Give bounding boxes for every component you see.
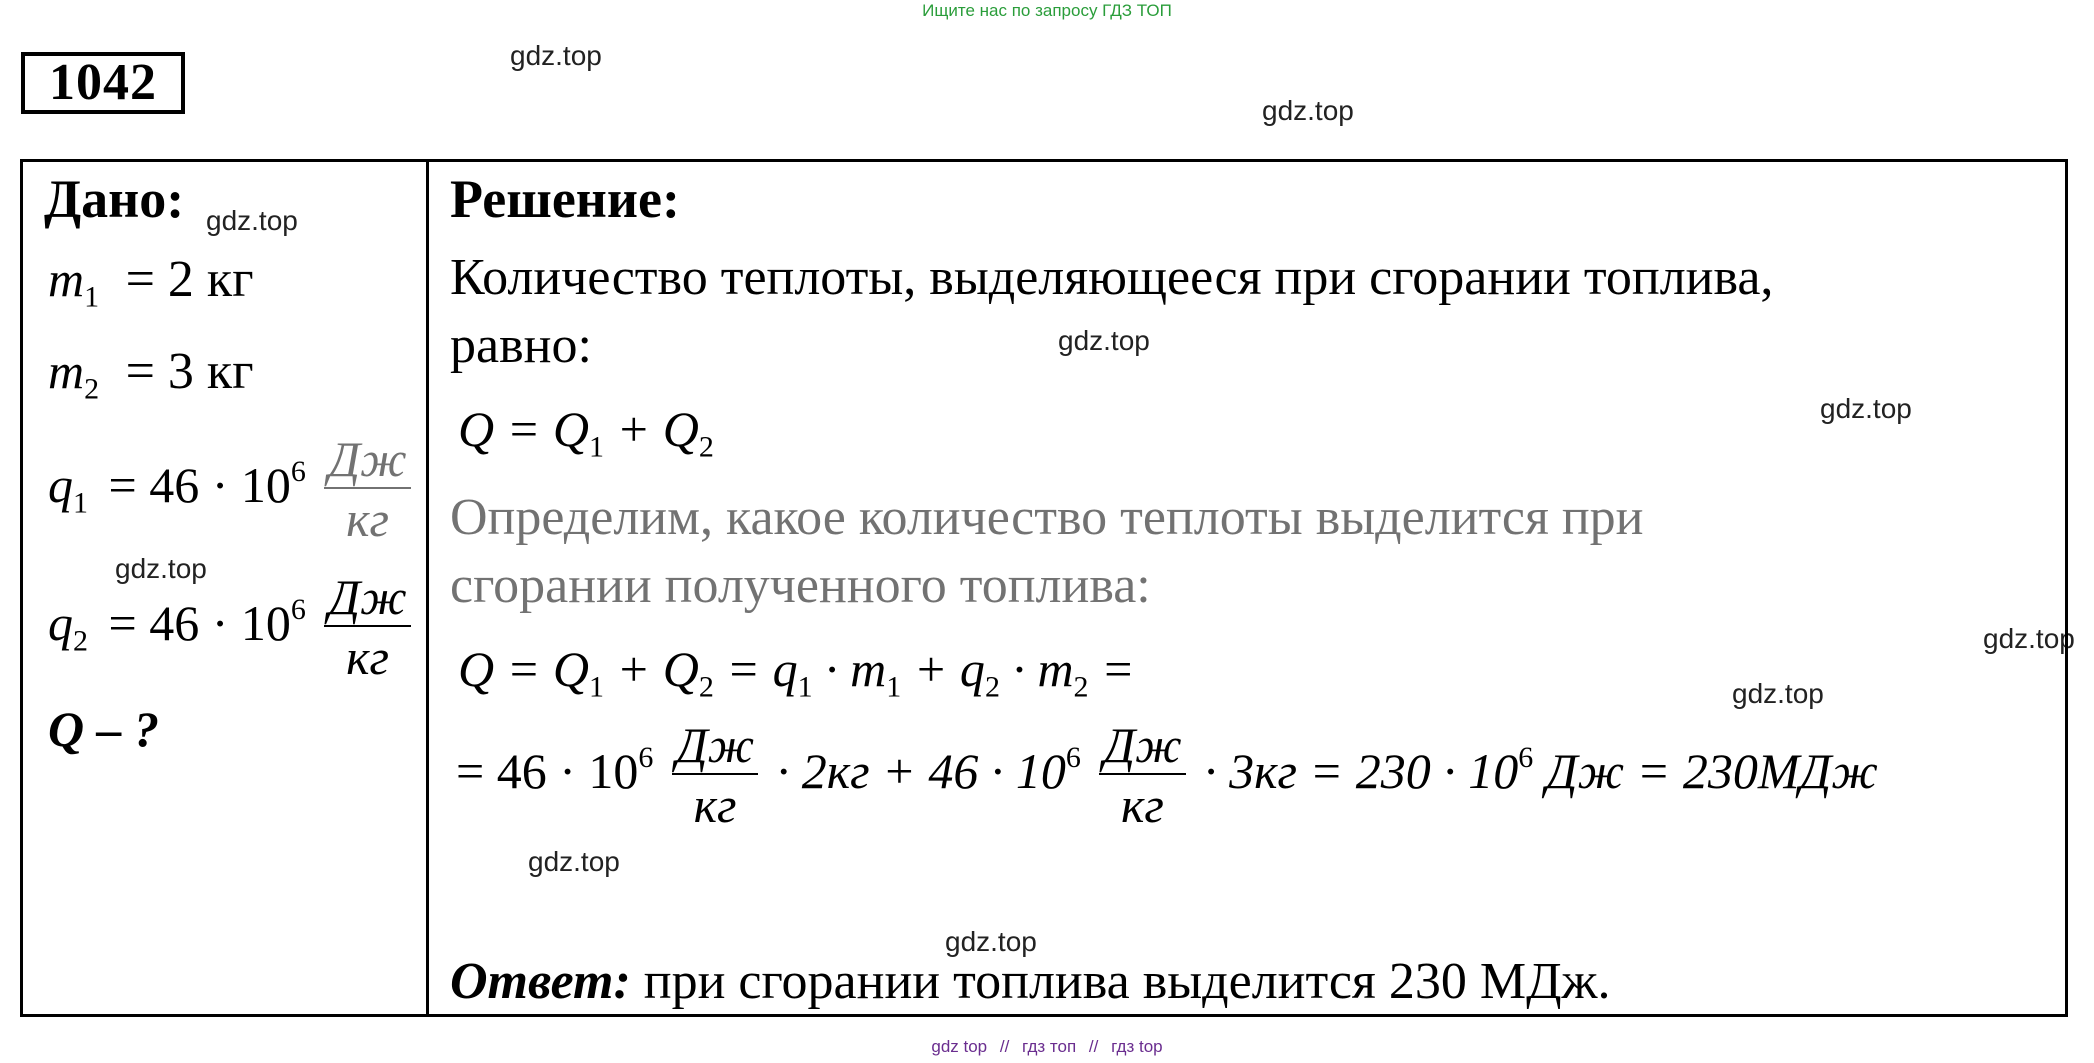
problem-number: 1042 bbox=[21, 52, 185, 114]
given-m2: $m_2 = 3$ кг bbox=[48, 343, 254, 406]
given-heading: Дано: bbox=[44, 169, 185, 229]
answer-label: Ответ: bbox=[450, 953, 631, 1010]
watermark: gdz.top bbox=[1983, 623, 2075, 654]
unit-fraction: $\frac{Дж}{кг}$ bbox=[324, 432, 410, 549]
formula-expanded: $Q = Q_1 + Q_2 = q_1 \cdot m_1 + q_2 \cdot m_2$ = bbox=[458, 641, 1135, 704]
footer-separator: // bbox=[999, 1037, 1010, 1056]
watermark: gdz.top bbox=[1262, 95, 1354, 126]
solution-text-1: Количество теплоты, выделяющееся при сгорании топлива, bbox=[450, 249, 1774, 306]
formula-total: $Q = Q_1 + Q_2$ bbox=[458, 401, 714, 464]
watermark: gdz.top bbox=[1732, 678, 1824, 709]
solution-text-3: Определим, какое количество теплоты выделится при bbox=[450, 489, 1644, 546]
solution-text-4: сгорании полученного топлива: bbox=[450, 557, 1151, 614]
column-divider bbox=[426, 159, 429, 1017]
watermark: gdz.top bbox=[206, 205, 298, 236]
footer-separator: // bbox=[1088, 1037, 1099, 1056]
watermark: gdz.top bbox=[528, 846, 620, 877]
footer-link[interactable]: gdz top bbox=[931, 1037, 988, 1056]
footer-links bbox=[0, 1037, 2094, 1057]
watermark: gdz.top bbox=[115, 553, 207, 584]
given-find: Q – ? bbox=[48, 701, 160, 757]
given-q1: $q_1 = 46 \cdot 10^6$ $\frac{Дж}{кг}$ bbox=[48, 432, 417, 549]
solution-text-2: равно: bbox=[450, 317, 592, 374]
answer-text: при сгорании топлива выделится 230 МДж. bbox=[643, 953, 1611, 1010]
formula-calculation: = $46 \cdot 10^6$ $\frac{Дж}{кг}$ · $2кг + 46 \cdot 10^6$ $\frac{Дж}{кг}$ · $3кг = 230 \cdot 10^6$ Дж = 230МДж bbox=[456, 717, 1878, 833]
watermark: gdz.top bbox=[945, 926, 1037, 957]
given-q2: $q_2 = 46 \cdot 10^6$ $\frac{Дж}{кг}$ bbox=[48, 570, 417, 687]
watermark: gdz.top bbox=[1820, 393, 1912, 424]
footer-link[interactable]: гдз топ bbox=[1022, 1037, 1077, 1056]
answer bbox=[450, 952, 1611, 1011]
unit-fraction: $\frac{Дж}{кг}$ bbox=[324, 570, 410, 687]
footer-link[interactable]: гдз top bbox=[1111, 1037, 1163, 1056]
watermark: gdz.top bbox=[510, 40, 602, 71]
solution-heading: Решение: bbox=[450, 169, 680, 229]
given-m1: $m_1 = 2$ кг bbox=[48, 251, 254, 314]
watermark: gdz.top bbox=[1058, 325, 1150, 356]
search-hint: Ищите нас по запросу ГДЗ ТОП bbox=[922, 1, 1172, 20]
